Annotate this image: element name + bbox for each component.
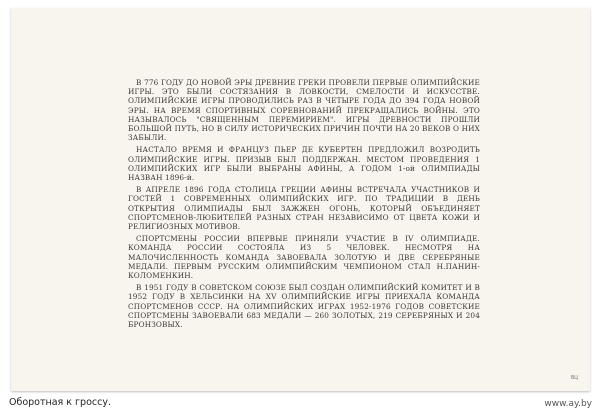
document-card xyxy=(11,8,590,391)
printer-mark: ВЦ xyxy=(570,375,578,381)
paragraph-coubertin: НАСТАЛО ВРЕМЯ И ФРАНЦУЗ ПЬЕР ДЕ КУБЕРТЕН ПРЕДЛОЖИЛ ВОЗРОДИТЬ ОЛИМПИЙСКИЕ ИГРЫ. ПРИЗЫВ БЫЛ ПОДДЕРЖАН. МЕСТОМ ПРОВЕДЕНИЯ 1 ОЛИМПИЙСКИХ ИГР БЫЛИ ВЫБРАНЫ АФИНЫ, А ГОДОМ 1-ой ОЛИМПИАДЫ НАЗВАН 1896-й. xyxy=(128,145,480,183)
image-caption: Оборотная к гроссу. xyxy=(9,397,111,408)
paragraph-ussr: В 1951 ГОДУ В СОВЕТСКОМ СОЮЗЕ БЫЛ СОЗДАН ОЛИМПИЙСКИЙ КОМИТЕТ И В 1952 ГОДУ В ХЕЛЬСИНКИ НА XV ОЛИМПИЙСКИЕ ИГРЫ ПРИЕХАЛА КОМАНДА СПОРТСМЕНОВ СССР. НА ОЛИМПИЙСКИХ ИГРАХ 1952-1976 ГОДОВ СОВЕТСКИЕ СПОРТСМЕНЫ ЗАВОЕВАЛИ 683 МЕДАЛИ — 260 ЗОЛОТЫХ, 219 СЕРЕБРЯНЫХ И 204 БРОНЗОВЫХ. xyxy=(128,283,480,330)
document-text xyxy=(128,78,480,332)
paragraph-ancient-games: В 776 ГОДУ ДО НОВОЙ ЭРЫ ДРЕВНИЕ ГРЕКИ ПРОВЕЛИ ПЕРВЫЕ ОЛИМПИЙСКИЕ ИГРЫ. ЭТО БЫЛИ СОСТЯЗАНИЯ В ЛОВКОСТИ, СМЕЛОСТИ И ИСКУССТВЕ. ОЛИМПИЙСКИЕ ИГРЫ ПРОВОДИЛИСЬ РАЗ В ЧЕТЫРЕ ГОДА ДО 394 ГОДА НОВОЙ ЭРЫ. НА ВРЕМЯ СПОРТИВНЫХ СОРЕВНОВАНИЙ ПРЕКРАЩАЛИСЬ ВОЙНЫ. ЭТО НАЗЫВАЛОСЬ "СВЯЩЕННЫМ ПЕРЕМИРИЕМ". ИГРЫ ДРЕВНОСТИ ПРОШЛИ БОЛЬШОЙ ПУТЬ, НО В СИЛУ ИСТОРИЧЕСКИХ ПРИЧИН ПОЧТИ НА 20 ВЕКОВ О НИХ ЗАБЫЛИ. xyxy=(128,78,480,143)
paragraph-athens-1896: В АПРЕЛЕ 1896 ГОДА СТОЛИЦА ГРЕЦИИ АФИНЫ ВСТРЕЧАЛА УЧАСТНИКОВ И ГОСТЕЙ 1 СОВРЕМЕННЫХ ОЛИМПИЙСКИХ ИГР. ПО ТРАДИЦИИ В ДЕНЬ ОТКРЫТИЯ ОЛИМПИАДЫ БЫЛ ЗАЖЖЕН ОГОНЬ, КОТОРЫЙ ОБЪЕДИНЯЕТ СПОРТСМЕНОВ-ЛЮБИТЕЛЕЙ РАЗНЫХ СТРАН НЕЗАВИСИМО ОТ ЦВЕТА КОЖИ И РЕЛИГИОЗНЫХ МОТИВОВ. xyxy=(128,185,480,232)
paragraph-russia: СПОРТСМЕНЫ РОССИИ ВПЕРВЫЕ ПРИНЯЛИ УЧАСТИЕ В IV ОЛИМПИАДЕ. КОМАНДА РОССИИ СОСТОЯЛА ИЗ 5 ЧЕЛОВЕК. НЕСМОТРЯ НА МАЛОЧИСЛЕННОСТЬ КОМАНДА ЗАВОЕВАЛА ЗОЛОТУЮ И ДВЕ СЕРЕБРЯНЫЕ МЕДАЛИ. ПЕРВЫМ РУССКИМ ОЛИМПИЙСКИМ ЧЕМПИОНОМ СТАЛ Н.ПАНИН-КОЛОМЕНКИН. xyxy=(128,234,480,281)
site-watermark: www.ay.by xyxy=(544,399,592,409)
